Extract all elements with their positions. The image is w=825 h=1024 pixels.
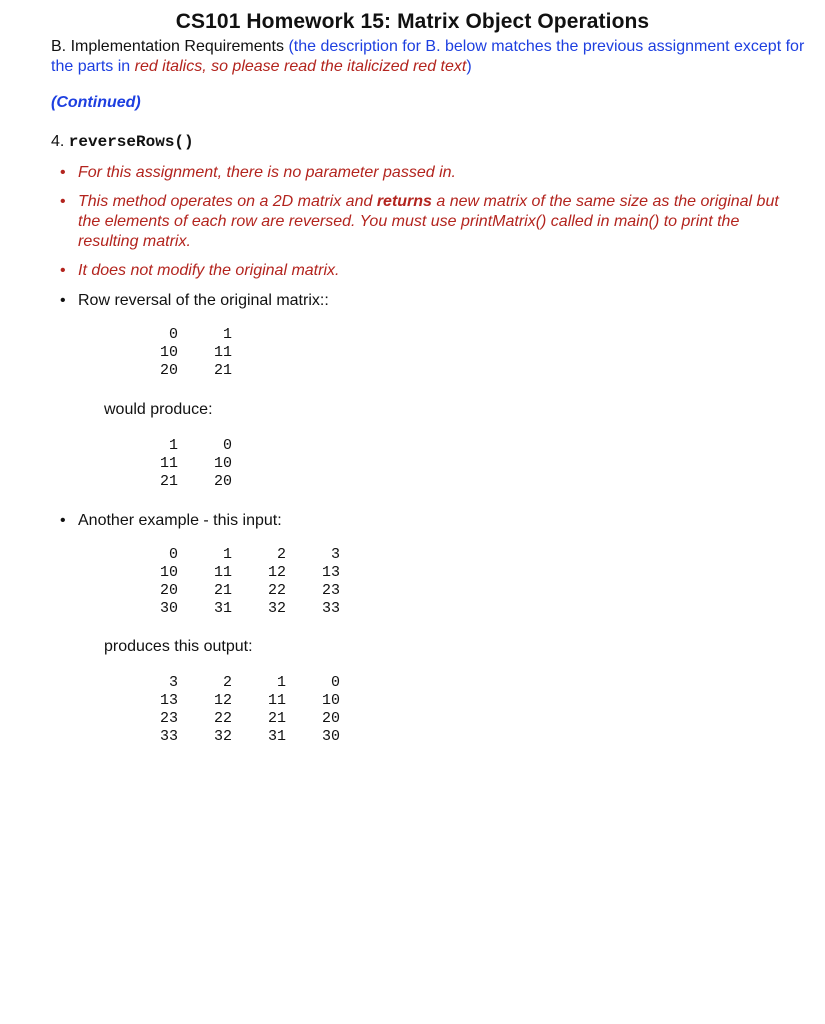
matrix-cell: 23 <box>159 710 178 727</box>
matrix-cell: 20 <box>213 473 232 490</box>
matrix-row <box>124 344 232 362</box>
matrix-cell: 0 <box>330 674 340 691</box>
matrix-cell: 10 <box>159 344 178 361</box>
matrix-cell: 12 <box>213 692 232 709</box>
bullet-dot: • <box>60 193 66 210</box>
matrix-cell: 10 <box>321 692 340 709</box>
matrix-cell: 21 <box>213 582 232 599</box>
matrix-original-1 <box>124 326 232 380</box>
matrix-cell: 2 <box>222 674 232 691</box>
bullet-dot: • <box>60 262 66 279</box>
matrix-cell: 1 <box>168 437 178 454</box>
matrix-cell: 33 <box>321 600 340 617</box>
bullet-dot: • <box>60 164 66 181</box>
matrix-result-2 <box>124 674 340 746</box>
matrix-row <box>124 473 232 491</box>
bullet-text <box>78 192 798 252</box>
matrix-cell: 21 <box>213 362 232 379</box>
produces-output-label: produces this output: <box>104 638 253 655</box>
matrix-cell: 0 <box>222 437 232 454</box>
matrix-cell: 20 <box>159 582 178 599</box>
matrix-cell: 0 <box>168 546 178 563</box>
method-name: reverseRows() <box>68 133 194 151</box>
matrix-cell: 1 <box>222 326 232 343</box>
matrix-cell: 2 <box>276 546 286 563</box>
matrix-cell: 1 <box>222 546 232 563</box>
matrix-cell: 13 <box>159 692 178 709</box>
matrix-cell: 30 <box>321 728 340 745</box>
matrix-cell: 3 <box>168 674 178 691</box>
bullet-text: Another example - this input: <box>78 512 282 529</box>
matrix-result-1 <box>124 437 232 491</box>
matrix-cell: 20 <box>321 710 340 727</box>
matrix-original-2 <box>124 546 340 618</box>
bullet-text: For this assignment, there is no parameter passed in. <box>78 164 456 181</box>
matrix-row <box>124 437 232 455</box>
matrix-row <box>124 362 232 380</box>
matrix-cell: 33 <box>159 728 178 745</box>
continued-label: (Continued) <box>51 94 141 111</box>
requirements-close-paren: ) <box>466 58 472 75</box>
matrix-cell: 11 <box>213 344 232 361</box>
matrix-row <box>124 600 340 618</box>
matrix-cell: 23 <box>321 582 340 599</box>
requirements-label: B. Implementation Requirements <box>51 38 284 55</box>
would-produce-label: would produce: <box>104 401 213 418</box>
bullet-text: Row reversal of the original matrix:: <box>78 292 329 309</box>
matrix-cell: 11 <box>159 455 178 472</box>
section-number: 4. <box>51 133 65 150</box>
matrix-cell: 22 <box>213 710 232 727</box>
matrix-cell: 3 <box>330 546 340 563</box>
matrix-row <box>124 582 340 600</box>
matrix-cell: 13 <box>321 564 340 581</box>
matrix-row <box>124 455 232 473</box>
matrix-cell: 31 <box>267 728 286 745</box>
matrix-cell: 31 <box>213 600 232 617</box>
matrix-cell: 12 <box>267 564 286 581</box>
matrix-cell: 21 <box>159 473 178 490</box>
matrix-cell: 22 <box>267 582 286 599</box>
matrix-row <box>124 546 340 564</box>
matrix-cell: 10 <box>159 564 178 581</box>
matrix-cell: 21 <box>267 710 286 727</box>
bullet-dot: • <box>60 512 66 529</box>
page-title: CS101 Homework 15: Matrix Object Operations <box>175 10 650 33</box>
requirements-red-note: red italics, so please read the italicized red text <box>134 58 467 75</box>
matrix-cell: 32 <box>213 728 232 745</box>
matrix-cell: 11 <box>267 692 286 709</box>
bullet-text-bold: returns <box>376 193 432 210</box>
matrix-cell: 11 <box>213 564 232 581</box>
bullet-text-part: This method operates on a 2D matrix and <box>78 193 377 210</box>
bullet-dot: • <box>60 292 66 309</box>
matrix-row <box>124 564 340 582</box>
matrix-cell: 10 <box>213 455 232 472</box>
matrix-row <box>124 728 340 746</box>
matrix-row <box>124 674 340 692</box>
matrix-cell: 1 <box>276 674 286 691</box>
matrix-row <box>124 710 340 728</box>
matrix-cell: 20 <box>159 362 178 379</box>
matrix-row <box>124 326 232 344</box>
requirements-note: (the description for B. below matches the previous assignment except for the parts in <box>51 38 805 75</box>
requirements-paragraph <box>51 37 811 77</box>
section-heading <box>51 133 194 151</box>
bullet-text-part: a new matrix of the same size as the original but the elements of each row are reversed. You must use printMatrix() called in main() to print the resulting matrix. <box>78 193 779 250</box>
matrix-cell: 30 <box>159 600 178 617</box>
matrix-row <box>124 692 340 710</box>
bullet-text: It does not modify the original matrix. <box>78 262 340 279</box>
matrix-cell: 0 <box>168 326 178 343</box>
matrix-cell: 32 <box>267 600 286 617</box>
